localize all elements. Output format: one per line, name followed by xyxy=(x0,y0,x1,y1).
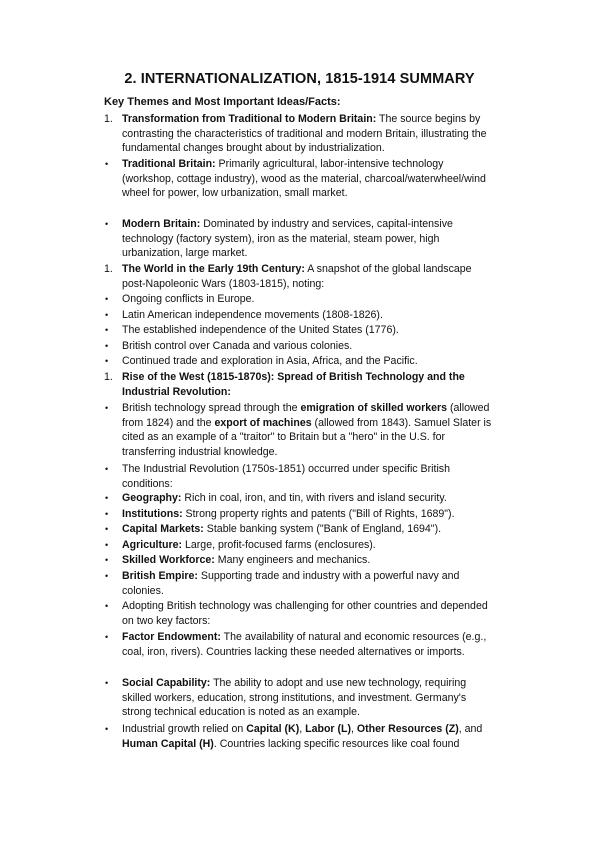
item-label: Transformation from Traditional to Modern Britain: xyxy=(122,113,377,125)
item-description: , xyxy=(351,723,357,735)
item-description: Rich in coal, iron, and tin, with rivers and island security. xyxy=(181,492,447,504)
item-text xyxy=(122,507,496,522)
item-text xyxy=(122,262,496,291)
item-label: British Empire: xyxy=(122,570,198,582)
item-label: Modern Britain: xyxy=(122,218,201,230)
item-label: Traditional Britain: xyxy=(122,158,216,170)
item-text: Continued trade and exploration in Asia, Africa, and the Pacific. xyxy=(122,355,418,367)
item-description: British technology spread through the xyxy=(122,402,301,414)
item-description: Industrial growth relied on xyxy=(122,723,247,735)
item-description: Stable banking system ("Bank of England, 1694"). xyxy=(203,523,442,535)
item-description: A snapshot of the global landscape post-Napoleonic Wars (1803-1815), noting: xyxy=(122,263,472,290)
item-description: Supporting trade and industry with a powerful navy and colonies. xyxy=(122,570,460,597)
item-label: Capital Markets: xyxy=(122,523,204,535)
document-title: 2. INTERNATIONALIZATION, 1815-1914 SUMMARY xyxy=(124,71,475,87)
item-text: The Industrial Revolution (1750s-1851) occurred under specific British conditions: xyxy=(122,463,450,490)
item-text xyxy=(122,569,496,598)
bullet-icon: • xyxy=(105,325,109,335)
item-description: , xyxy=(299,723,306,735)
item-text xyxy=(122,157,496,201)
item-label: The World in the Early 19th Century: xyxy=(122,263,305,275)
item-emphasis: export of machines xyxy=(214,416,312,429)
item-text xyxy=(122,722,496,751)
list-number: 1. xyxy=(104,263,113,275)
bullet-icon: • xyxy=(105,159,109,169)
item-emphasis: Labor (L) xyxy=(305,723,352,735)
item-description: Many engineers and mechanics. xyxy=(214,554,371,566)
bullet-icon: • xyxy=(105,341,109,351)
item-label: Skilled Workforce: xyxy=(122,554,215,566)
item-label: Factor Endowment: xyxy=(122,631,221,643)
item-text xyxy=(122,553,496,568)
bullet-icon: • xyxy=(105,571,109,581)
bullet-icon: • xyxy=(105,555,109,565)
item-text xyxy=(122,522,496,537)
item-description: Primarily agricultural, labor-intensive technology (workshop, cottage industry), wood as the material, charcoal/waterwheel/wind wheel for power, low urbanization, small market. xyxy=(122,158,486,200)
item-text: Adopting British technology was challenging for other countries and depended on two key factors: xyxy=(122,600,488,627)
bullet-icon: • xyxy=(105,464,109,474)
list-number: 1. xyxy=(104,371,113,383)
bullet-icon: • xyxy=(105,493,109,503)
item-text: Ongoing conflicts in Europe. xyxy=(122,293,255,305)
bullet-icon: • xyxy=(105,724,109,734)
item-description: , and xyxy=(458,723,483,735)
item-description: (allowed from 1843). Samuel Slater is cited as an example of a "traitor" to Britain but a "hero" in the U.S. for transferring industrial knowledge. xyxy=(122,416,492,458)
item-description: Large, profit-focused farms (enclosures). xyxy=(182,539,376,551)
item-text xyxy=(122,370,496,399)
numbered-item xyxy=(104,112,496,156)
item-text: British control over Canada and various colonies. xyxy=(122,340,353,352)
item-label: Rise of the West (1815-1870s): Spread of British Technology and the Industrial Revolution: xyxy=(122,371,465,398)
item-description: (allowed from 1824) and the xyxy=(122,402,490,429)
list-number: 1. xyxy=(104,113,113,125)
item-description: The source begins by contrasting the characteristics of traditional and modern Britain, illustrating the fundamental changes brought about by industrialization. xyxy=(122,113,487,155)
item-text: The established independence of the United States (1776). xyxy=(122,324,399,336)
item-emphasis: Other Resources (Z) xyxy=(356,723,459,735)
bullet-icon: • xyxy=(105,356,109,366)
bullet-icon: • xyxy=(105,219,109,229)
item-text xyxy=(122,112,496,156)
item-text: Latin American independence movements (1808-1826). xyxy=(122,309,383,321)
item-text xyxy=(122,538,496,553)
bullet-icon: • xyxy=(105,509,109,519)
item-label: Geography: xyxy=(122,492,182,504)
bullet-icon: • xyxy=(105,540,109,550)
item-text xyxy=(122,217,496,261)
item-text xyxy=(122,401,496,459)
item-label: Social Capability: xyxy=(122,677,211,689)
item-description: Strong property rights and patents ("Bill of Rights, 1689"). xyxy=(182,508,455,520)
bullet-icon: • xyxy=(105,310,109,320)
item-label: Agriculture: xyxy=(122,539,183,551)
item-description: . Countries lacking specific resources like coal found xyxy=(213,737,460,750)
item-text xyxy=(122,491,496,506)
item-description: Dominated by industry and services, capital-intensive technology (factory system), iron as the material, steam power, high urbanization, large market. xyxy=(122,218,453,260)
bullet-icon: • xyxy=(105,678,109,688)
item-label: Institutions: xyxy=(122,508,183,520)
item-text xyxy=(122,676,496,720)
bullet-icon: • xyxy=(105,524,109,534)
key-themes-heading: Key Themes and Most Important Ideas/Facts: xyxy=(104,96,341,108)
bullet-icon: • xyxy=(105,294,109,304)
item-description: The availability of natural and economic resources (e.g., coal, iron, rivers). Countries lacking these needed alternatives or imports. xyxy=(122,631,487,658)
item-description: The ability to adopt and use new technology, requiring skilled workers, education, strong institutions, and investment. Germany's strong technical education is noted as an example. xyxy=(122,677,467,719)
bullet-icon: • xyxy=(105,632,109,642)
bullet-icon: • xyxy=(105,403,109,413)
bullet-icon: • xyxy=(105,601,109,611)
item-emphasis: Human Capital (H) xyxy=(122,737,214,750)
item-emphasis: Capital (K) xyxy=(246,723,300,735)
item-emphasis: emigration of skilled workers xyxy=(300,402,448,414)
item-text xyxy=(122,630,496,659)
